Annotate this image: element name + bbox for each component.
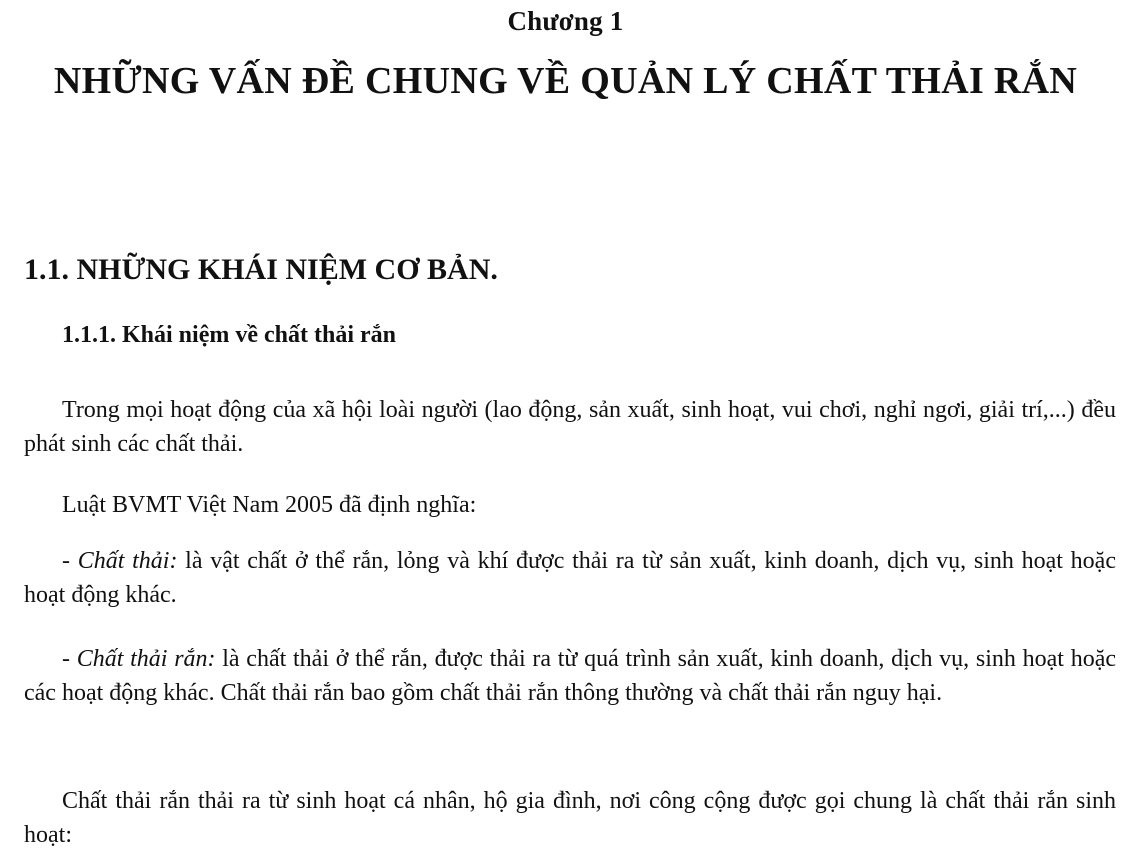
section-heading: 1.1. NHỮNG KHÁI NIỆM CƠ BẢN. — [24, 253, 498, 286]
paragraph-definition-solid-waste — [24, 642, 1116, 710]
paragraph-intro: Trong mọi hoạt động của xã hội loài người (lao động, sản xuất, sinh hoạt, vui chơi, nghỉ ngơi, giải trí,...) đều phát sinh các chất thải. — [24, 397, 1116, 457]
chapter-label: Chương 1 — [507, 6, 624, 36]
paragraph-law-reference: Luật BVMT Việt Nam 2005 đã định nghĩa: — [62, 492, 477, 518]
subsection-heading: 1.1.1. Khái niệm về chất thải rắn — [62, 322, 396, 348]
definition-text-solid-waste: là chất thải ở thể rắn, được thải ra từ quá trình sản xuất, kinh doanh, dịch vụ, sinh hoạt hoặc các hoạt động khác. Chất thải rắn bao gồm chất thải rắn thông thường và chất thải rắn nguy hại. — [24, 646, 1116, 706]
paragraph-household-waste: Chất thải rắn thải ra từ sinh hoạt cá nhân, hộ gia đình, nơi công cộng được gọi chung là chất thải rắn sinh hoạt: — [24, 788, 1116, 848]
definition-term-waste: - Chất thải: — [62, 548, 178, 574]
definition-term-solid-waste: - Chất thải rắn: — [62, 646, 216, 672]
chapter-title: NHỮNG VẤN ĐỀ CHUNG VỀ QUẢN LÝ CHẤT THẢI RẮN — [53, 60, 1078, 102]
paragraph-definition-waste — [24, 544, 1116, 612]
definition-text-waste: là vật chất ở thể rắn, lỏng và khí được thải ra từ sản xuất, kinh doanh, dịch vụ, sinh hoạt hoặc hoạt động khác. — [24, 548, 1116, 608]
